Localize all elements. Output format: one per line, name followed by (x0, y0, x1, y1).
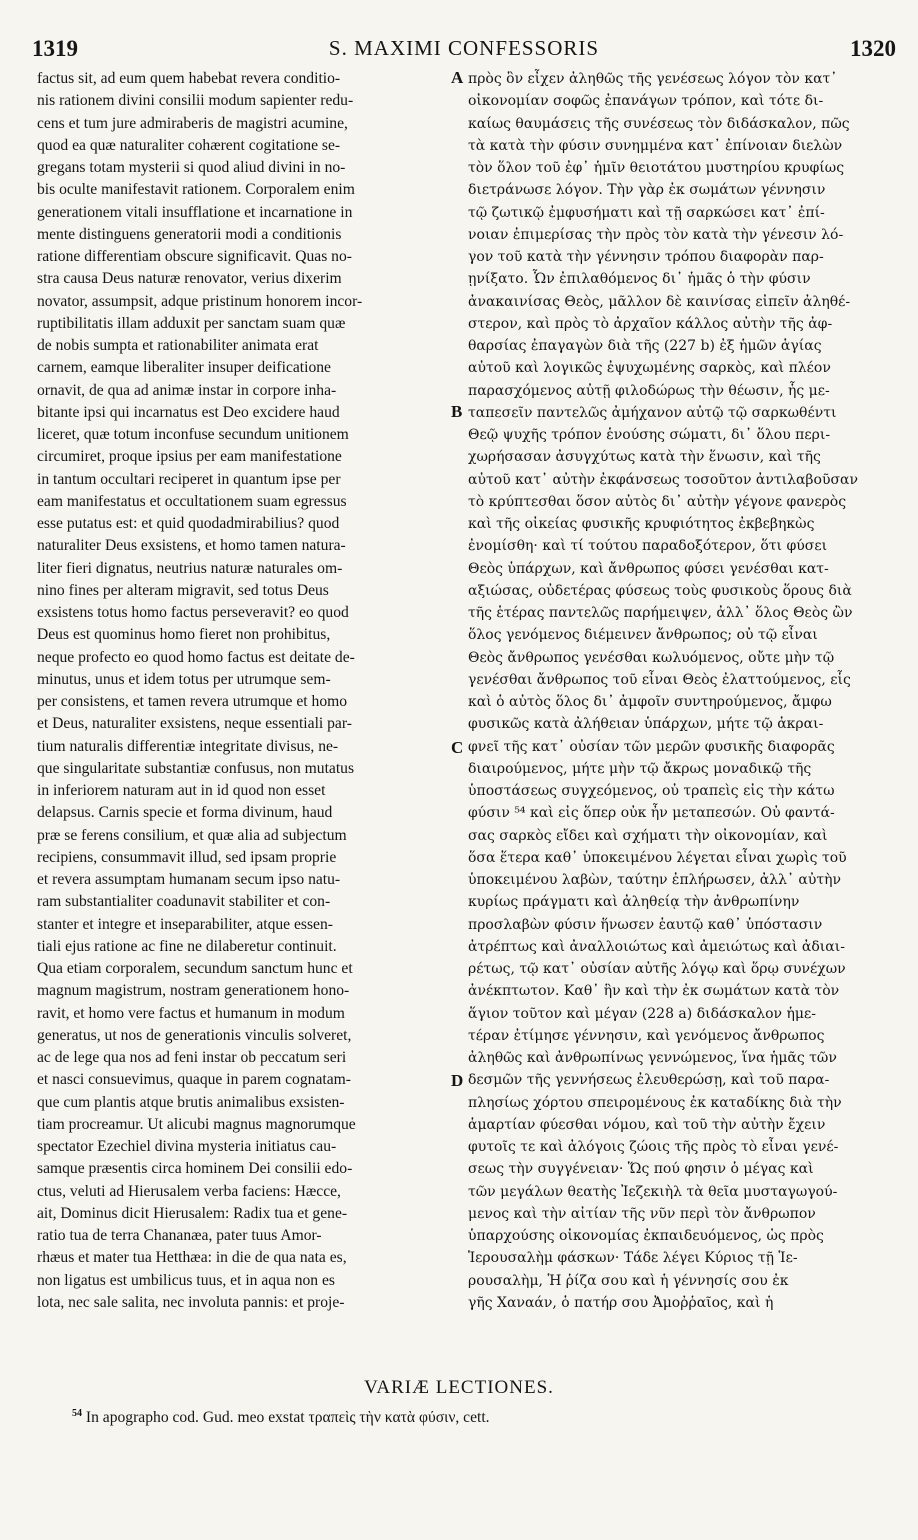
greek-text-line: αὐτοῦ καὶ λογικῶς ἐψυχωμένης σαρκὸς, καὶ πλέον (468, 360, 831, 377)
greek-text-line: Θεὸς ὑπάρχων, καὶ ἄνθρωπος φύσει γενέσθαι κατ- (468, 560, 829, 577)
latin-text-line: delapsus. Carnis specie et forma divinum, haud (37, 804, 333, 822)
latin-text-line: ratio tua de terra Chananæa, pater tuus Amor- (37, 1227, 322, 1244)
latin-text-line: factus sit, ad eum quem habebat revera conditio- (37, 70, 341, 87)
marker-d: D (451, 1071, 464, 1090)
marker-b: B (451, 402, 463, 421)
latin-text-line: spectator Ezechiel divina mysteria initiatus cau- (37, 1138, 337, 1155)
latin-text-line: ruptibilitatis illam adduxit per sanctam suam quæ (37, 314, 346, 332)
greek-text-line: Θεῷ ψυχῆς τρόπον ἑνούσης σώματι, δι᾽ ὅλου περι- (468, 427, 831, 443)
latin-text-line: esse putatus est: et quid quodadmirabilius? quod (37, 515, 340, 532)
latin-text-line: ravit, et homo vere factus et humanum in modum (37, 1004, 345, 1022)
greek-text-line: τὸν ὅλον τοῦ ἐφ᾽ ἡμῖν θειοτάτου μυστηρίου κρυφίως (468, 160, 845, 176)
greek-text-line: καὶ ὁ αὐτὸς ὅλος δι᾽ ἀμφοῖν συντηρούμενος, ἄμφω (468, 694, 832, 710)
greek-text-line: ἀληθῶς καὶ ἀνθρωπίνως γεννώμενος, ἵνα ἡμᾶς τῶν (468, 1050, 837, 1066)
greek-text-line: ὑπαρχούσης οἰκονομίας ἐκπαιδευόμενος, ὡς πρὸς (468, 1228, 824, 1244)
latin-text-line: tiam procreamur. Ut alicubi magnus magnorumque (37, 1115, 356, 1133)
latin-text-line: circumiret, proque ipsius per eam manifestatione (37, 448, 342, 466)
latin-text-line: minutus, unus et idem totus per utrumque sem- (37, 670, 331, 688)
latin-text-line: stanter et integre et inseparabiliter, atque essen- (37, 915, 333, 933)
greek-text-line: σεως τὴν συγγένειαν· Ὥς πού φησιν ὁ μέγας καὶ (468, 1161, 814, 1178)
greek-text-line: φύσιν ⁵⁴ καὶ εἰς ὅπερ οὐκ ἦν μεταπεσών. Οὐ φαντά- (468, 805, 835, 822)
latin-text-line: bitante ipsi qui incarnatus est Deo excidere haud (37, 403, 340, 421)
greek-text-line: φυσικῶς κατὰ ἀλήθειαν ὑπάρχων, μήτε τῷ ἀκραι- (468, 716, 824, 733)
greek-text-line: ὅλος γενόμενος διέμεινεν ἄνθρωπος; οὐ τῷ εἶναι (468, 627, 818, 644)
latin-text-line: generatus, ut nos de generationis vinculis solveret, (37, 1026, 352, 1044)
greek-text-line: οἰκονομίαν σοφῶς ἐπανάγων τρόπον, καὶ τότε δι- (468, 93, 824, 110)
latin-text-line: generationem vitali insufflatione et incarnatione in (37, 203, 353, 221)
greek-text-line: τέραν ἐτίμησε γέννησιν, καὶ γενόμενος ἄνθρωπος (468, 1027, 825, 1044)
greek-text-line: πλησίως χόρτου σπειρομένους ἐκ καταδίκης διὰ τὴν (468, 1094, 842, 1111)
latin-text-line: tiali ejus ratione ac fine ne dilaberetur continuit. (37, 937, 337, 955)
greek-text-line: γον τοῦ κατὰ τὴν γέννησιν τρόπου διαφορὰν παρ- (468, 249, 824, 265)
greek-text-line: τὰ κατὰ τὴν φύσιν συνημμένα κατ᾽ ἐπίνοιαν διελὼν (468, 137, 843, 154)
footnote (72, 1408, 490, 1427)
greek-text-line: φυτοῖς τε καὶ ἀλόγοις ζώοις τῆς πρὸς τὸ εἶναι γενέ- (468, 1139, 839, 1155)
greek-text-line: ἅγιον τοῦτον καὶ μέγαν (228 a) διδάσκαλον ἡμε- (468, 1005, 816, 1022)
latin-text-line: in inferiorem naturam aut in id quod non esset (37, 782, 326, 799)
latin-text-line: nis rationem divini consilii modum sapienter redu- (37, 92, 354, 110)
latin-text-line: lota, nec sale salita, nec involuta pannis: et proje- (37, 1293, 345, 1311)
greek-text-line: γῆς Χαναάν, ὁ πατήρ σου Ἀμοῤῥαῖος, καὶ ἡ (468, 1294, 774, 1311)
marker-c: C (451, 738, 464, 757)
greek-text-line: τῆς ἑτέρας παντελῶς παρήμειψεν, ἀλλ᾽ ὅλος Θεὸς ὢν (468, 605, 853, 621)
greek-column (468, 68, 908, 1314)
greek-text-line: τῶν μεγάλων θεατὴς Ἰεζεκιὴλ τὰ θεῖα μυσταγωγού- (468, 1183, 838, 1200)
latin-text-line: eam manifestatus et occultationem suam egressus (37, 492, 347, 510)
greek-text-line: ταπεσεῖν παντελῶς ἀμήχανον αὐτῷ τῷ σαρκωθέντι (468, 404, 837, 421)
latin-text-line: Qua etiam corporalem, secundum sanctum hunc et (37, 960, 353, 977)
greek-text-line: γενέσθαι ἄνθρωπος τοῦ εἶναι Θεὸς ἐλαττούμενος, εἷς (468, 671, 851, 688)
latin-text-line: quod ea quæ naturaliter cohærent cogitatione se- (37, 136, 341, 154)
greek-text-line: δεσμῶν τῆς γεννήσεως ἐλευθερώσῃ, καὶ τοῦ παρα- (468, 1072, 830, 1089)
latin-text-line: gregans totam mysterii si quod aliud divini in no- (37, 159, 346, 176)
greek-text-line: φνεῖ τῆς κατ᾽ οὐσίαν τῶν μερῶν φυσικῆς διαφορᾶς (468, 738, 835, 755)
greek-text-line: τὸ κρύπτεσθαι ὅσον αὐτὸς δι᾽ αὐτὴν γέγονε φανερὸς (468, 493, 847, 510)
latin-text-line: liter fieri dignatus, neutrius naturæ naturales om- (37, 559, 343, 577)
latin-text-line: bis oculte manifestavit rationem. Corporalem enim (37, 181, 355, 199)
greek-text-line: νοιαν ἐπιμερίσας τὴν πρὸς τὸν κατὰ τὴν γένεσιν λό- (468, 226, 844, 243)
latin-text-line: tium naturalis differentiæ integritate divisus, ne- (37, 737, 339, 755)
right-page-number: 1320 (850, 36, 896, 61)
greek-text-line: ἀτρέπτως καὶ ἀναλλοιώτως καὶ ἀμειώτως καὶ ἀδιαι- (468, 938, 845, 955)
latin-text-line: et revera assumptam humanam secum ipso natu- (37, 871, 341, 888)
latin-text-line: que cum plantis atque brutis animalibus exsisten- (37, 1093, 345, 1111)
greek-text-line: Ἱερουσαλὴμ φάσκων· Τάδε λέγει Κύριος τῇ Ἱε- (468, 1250, 798, 1267)
latin-text-line: et Deus, naturaliter exsistens, neque essentiali par- (37, 715, 352, 733)
greek-text-line: ρέτως, τῷ κατ᾽ οὐσίαν αὐτῆς λόγῳ καὶ ὅρῳ συνέχων (468, 961, 846, 977)
latin-text-line: novator, assumpsit, adque pristinum honorem incor- (37, 292, 363, 310)
greek-text-line: θαρσίας ἐπαγαγὼν διὰ τῆς (227 b) ἐξ ἡμῶν ἁγίας (468, 338, 822, 354)
greek-text-line: ἁμαρτίαν φύεσθαι νόμου, καὶ τοῦ τὴν αὐτὴν ἔχειν (468, 1116, 826, 1133)
greek-text-line: ἀνακαινίσας Θεὸς, μᾶλλον δὲ καινίσας εἰπεῖν ἀληθέ- (468, 293, 851, 310)
latin-text-line: rhæus et mater tua Hetthæa: in die de qua nata es, (37, 1249, 347, 1267)
greek-text-line: ῃνίξατο. Ὧν ἐπιλαθόμενος δι᾽ ἡμᾶς ὁ τὴν φύσιν (468, 271, 811, 288)
greek-text-line: κυρίως πράγματι καὶ ἀληθείᾳ τὴν ἀνθρωπίνην (468, 894, 800, 911)
latin-text-line: ait, Dominus dicit Hierusalem: Radix tua et gene- (37, 1204, 348, 1222)
latin-text-line: mente distinguens generatorii modi a conditionis (37, 225, 342, 243)
latin-text-line: stra causa Deus naturæ renovator, verius dixerim (37, 270, 342, 288)
greek-text-line: καίως θαυμάσεις τῆς συνέσεως τὸν διδάσκαλον, πῶς (468, 115, 850, 132)
latin-text-line: recipiens, consummavit illud, sed ipsam proprie (37, 848, 337, 866)
footnote-mark: 54 (72, 1408, 82, 1419)
latin-text-line: que singularitate substantiæ confusus, non mutatus (37, 759, 355, 777)
greek-text-line: ὑποστάσεως συγχεόμενος, οὐ τραπεὶς εἰς τὴν κάτω (468, 783, 835, 799)
greek-text-line: ὅσα ἕτερα καθ᾽ ὑποκειμένου λέγεται εἶναι χωρὶς τοῦ (468, 849, 847, 866)
greek-text-line: αὐτοῦ κατ᾽ αὐτὴν ἐκφάνσεως τοσοῦτον ἀντιλαβοῦσαν (468, 471, 858, 488)
greek-text-line: χωρήσασαν ἀσυγχύτως κατὰ τὴν ἕνωσιν, καὶ τῆς (468, 449, 821, 466)
greek-text-line: προσλαβὼν φύσιν ἥνωσεν ἑαυτῷ καθ᾽ ὑπόστασιν (468, 916, 823, 933)
latin-text-line: præ se ferens consilium, et quæ alia ad subjectum (37, 826, 347, 844)
latin-text-line: samque præsentis circa hominem Dei consilii edo- (37, 1160, 353, 1178)
variae-lectiones-heading: VARIÆ LECTIONES. (364, 1377, 554, 1398)
latin-text-line: et nasci consuevimus, quaque in parem cognatam- (37, 1071, 351, 1089)
running-title: S. MAXIMI CONFESSORIS (328, 36, 600, 60)
greek-text-line: ὑποκειμένου λαβὼν, ταύτην ἐπλήρωσεν, ἀλλ᾽ αὐτὴν (468, 872, 842, 888)
greek-text-line: τῷ ζωτικῷ ἐμφυσήματι καὶ τῇ σαρκώσει κατ᾽ ἐπί- (468, 204, 825, 221)
latin-text-line: ac de lege qua nos ad feni instar ob peccatum seri (37, 1049, 347, 1066)
footnote-text: In apographo cod. Gud. meo exstat τραπεὶς τὴν κατὰ φύσιν, cett. (85, 1409, 490, 1427)
latin-text-line: cens et tum jure admiraberis de magistri acumine, (37, 114, 348, 132)
greek-text-line: παρασχόμενος αὐτῇ φιλοδώρως τὴν θέωσιν, ἧς με- (468, 382, 830, 399)
greek-text-line: ἀνέκπτωτον. Καθ᾽ ἣν καὶ τὴν ἐκ σωμάτων κατὰ τὸν (468, 983, 840, 1000)
greek-text-line: αξιώσας, οὐδετέρας φύσεως τοὺς φυσικοὺς ὅρους διὰ (468, 582, 852, 599)
latin-text-line: ram substantialiter coadunavit stabiliter et con- (37, 893, 331, 911)
latin-text-line: neque profecto eo quod homo factus est deitate de- (37, 648, 355, 666)
greek-text-line: ρουσαλὴμ, Ἡ ῥίζα σου καὶ ἡ γέννησίς σου ἐκ (468, 1272, 789, 1289)
latin-text-line: de nobis sumpta et rationabiliter animata erat (37, 337, 319, 354)
latin-text-line: ornavit, de qua ad animæ instar in corpore inha- (37, 381, 337, 399)
greek-text-line: Θεὸς ἄνθρωπος γενέσθαι κωλυόμενος, οὔτε μὴν τῷ (468, 649, 835, 666)
page-header (32, 36, 896, 66)
greek-text-line: διαιρούμενος, μήτε μὴν τῷ ἄκρως μοναδικῷ τῆς (468, 760, 812, 777)
latin-text-line: exsistens totus homo factus perseveravit? eo quod (37, 604, 349, 621)
latin-text-line: nino fines per alteram migravit, sed totus Deus (37, 581, 329, 599)
latin-text-line: per consistens, et tamen revera utrumque et homo (37, 693, 348, 710)
latin-text-line: non ligatus est umbilicus tuus, et in aqua non es (37, 1271, 335, 1289)
greek-text-line: στερον, καὶ πρὸς τὸ ἀρχαῖον κάλλος αὐτὴν τῆς ἀφ- (468, 315, 833, 332)
latin-text-line: naturaliter Deus exsistens, et homo tamen natura- (37, 537, 346, 555)
latin-text-line: Deus est quominus homo fieret non prohibitus, (37, 626, 331, 644)
latin-text-line: ratione differentiam obscure significavit. Quas no- (37, 248, 352, 265)
greek-text-line: καὶ τῆς οἰκείας φυσικῆς κρυφιότητος ἐκβεβηκὼς (468, 516, 815, 532)
latin-text-line: in tantum occultari reciperet in quantum ipse per (37, 470, 341, 488)
latin-column (37, 68, 448, 1314)
greek-text-line: ἐνομίσθη· καὶ τί τούτου παραδοξότερον, ὅτι φύσει (468, 538, 828, 555)
left-page-number: 1319 (32, 36, 78, 61)
greek-text-line: πρὸς ὃν εἶχεν ἀληθῶς τῆς γενέσεως λόγον τὸν κατ᾽ (468, 71, 838, 87)
greek-text-line: μενος καὶ τὴν αἰτίαν τῆς νῦν περὶ τὸν ἄνθρωπον (468, 1205, 816, 1222)
latin-text-line: ctus, veluti ad Hierusalem verba faciens: Hæcce, (37, 1182, 341, 1200)
marker-a: A (451, 68, 464, 87)
latin-text-line: carnem, eamque liberaliter insuper deificatione (37, 359, 331, 377)
latin-text-line: magnum magistrum, nostram generationem hono- (37, 982, 350, 1000)
greek-text-line: διετράνωσε λόγον. Τὴν γὰρ ἐκ σωμάτων γέννησιν (468, 182, 826, 199)
latin-text-line: liceret, quæ totum inconfuse secundum unitionem (37, 426, 349, 443)
greek-text-line: σας σαρκὸς εἴδει καὶ σχήματι τὴν οἰκονομίαν, καὶ (468, 827, 828, 844)
